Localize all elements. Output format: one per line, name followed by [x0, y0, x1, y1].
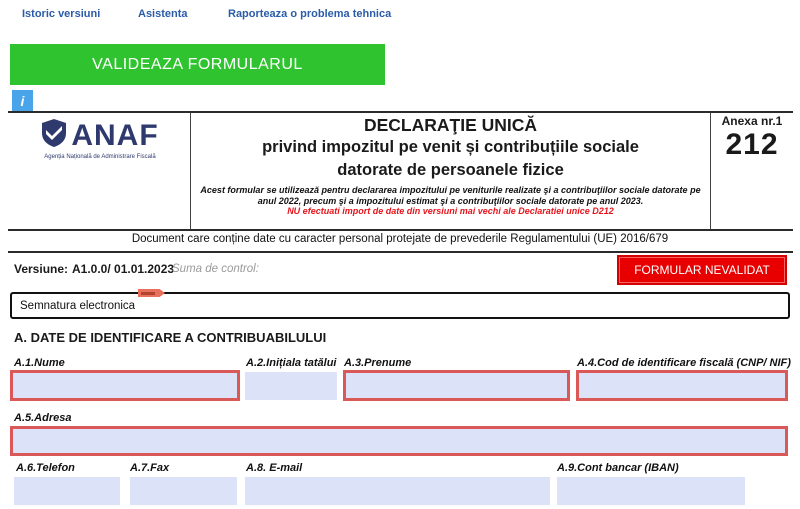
label-a2-initiala-tatalui: A.2.Inițiala tatălui [246, 357, 337, 369]
checksum-label: Suma de control: [172, 263, 259, 275]
version-value: A1.0.0/ 01.01.2023 [72, 262, 175, 276]
field-a7-fax[interactable] [130, 477, 237, 505]
form-title-line2: privind impozitul pe venit și contribuțiile sociale [262, 138, 639, 156]
label-a4-cnp-nif: A.4.Cod de identificare fiscală (CNP/ NIF) [577, 357, 791, 369]
label-a7-fax: A.7.Fax [130, 462, 170, 474]
label-a3-prenume: A.3.Prenume [344, 357, 412, 369]
gdpr-notice: Document care conține date cu caracter personal protejate de prevederile Regulamentului (UE) 2016/679 [131, 233, 669, 245]
form-invalid-status-button[interactable]: FORMULAR NEVALIDAT [617, 255, 787, 285]
shield-icon [41, 118, 67, 153]
anexa-label: Anexa nr.1 [721, 114, 783, 128]
link-asistenta[interactable]: Asistenta [138, 8, 188, 20]
label-a9-iban: A.9.Cont bancar (IBAN) [557, 462, 679, 474]
validate-form-button[interactable]: VALIDEAZA FORMULARUL [10, 44, 385, 85]
anaf-logo [10, 118, 190, 178]
label-a1-nume: A.1.Nume [14, 357, 65, 369]
header-top-border [8, 111, 793, 113]
logo-wordmark: ANAF [71, 118, 159, 152]
version-label: Versiune: [14, 262, 69, 276]
logo-subtext: Agenția Națională de Administrare Fiscală [44, 154, 156, 160]
field-a6-telefon[interactable] [14, 477, 120, 505]
form-number: 212 [725, 128, 779, 161]
anexa-block [711, 114, 793, 161]
header-bottom-border [8, 229, 793, 231]
form-subtitle: Acest formular se utilizează pentru declararea impozitului pe veniturile realizate şi a contribuţiilor sociale datorate pe anul 2022, precum şi a impozitului estimat şi a contribuţiilor sociale datorate pe anul 2023. [200, 185, 701, 206]
field-a8-email[interactable] [245, 477, 550, 505]
label-a5-adresa: A.5.Adresa [14, 412, 72, 424]
field-a9-iban[interactable] [557, 477, 745, 505]
field-a5-adresa[interactable] [10, 426, 788, 456]
electronic-signature-box[interactable] [10, 292, 790, 319]
link-istoric-versiuni[interactable]: Istoric versiuni [22, 8, 101, 20]
signature-marker-icon [138, 289, 165, 297]
form-title-line1: DECLARAŢIE UNICĂ [363, 115, 538, 135]
info-icon[interactable]: i [12, 90, 33, 111]
link-raporteaza-problema[interactable]: Raporteaza o problema tehnica [228, 8, 392, 20]
signature-label: Semnatura electronica [20, 299, 136, 312]
gdpr-bottom-border [8, 251, 793, 253]
field-a3-prenume[interactable] [343, 370, 570, 401]
import-warning-text: NU efectuati import de date din versiuni mai vechi ale Declaratiei unice D212 [287, 206, 614, 216]
field-a4-cnp-nif[interactable] [576, 370, 788, 401]
label-a8-email: A.8. E-mail [246, 462, 303, 474]
field-a2-initiala-tatalui[interactable] [245, 372, 337, 400]
form-title-block [191, 114, 710, 228]
section-a-title: A. DATE DE IDENTIFICARE A CONTRIBUABILULUI [14, 330, 327, 345]
field-a1-nume[interactable] [10, 370, 240, 401]
label-a6-telefon: A.6.Telefon [16, 462, 75, 474]
form-title-line3: datorate de persoanele fizice [337, 161, 564, 179]
